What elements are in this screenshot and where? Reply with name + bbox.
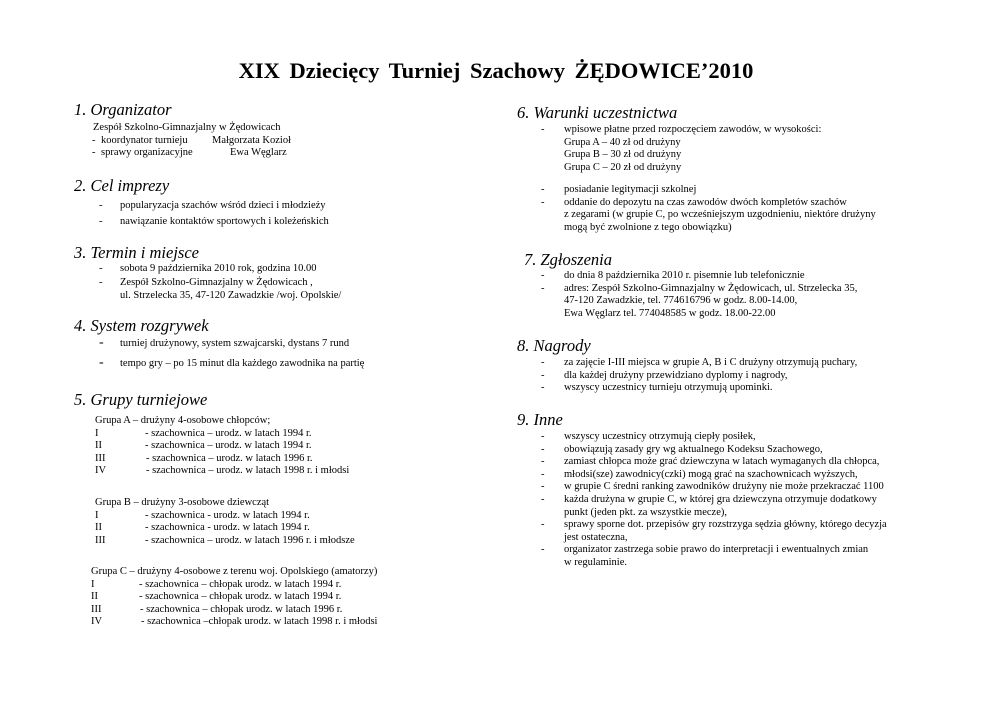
page-title: XIX Dziecięcy Turniej Szachowy ŻĘDOWICE’2010: [238, 58, 754, 83]
section-heading-inne: 9. Inne: [517, 410, 563, 429]
section-heading-cel: 2. Cel imprezy: [74, 176, 170, 195]
section-heading-system: 4. System rozgrywek: [74, 316, 209, 335]
section-heading-warunki: 6. Warunki uczestnictwa: [517, 103, 678, 122]
section-heading-zgloszenia: 7. Zgłoszenia: [524, 250, 613, 269]
section-heading-nagrody: 8. Nagrody: [517, 336, 591, 355]
section-heading-grupy: 5. Grupy turniejowe: [74, 390, 208, 409]
section-heading-organizator: 1. Organizator: [74, 100, 172, 119]
section-heading-termin: 3. Termin i miejsce: [74, 243, 199, 262]
